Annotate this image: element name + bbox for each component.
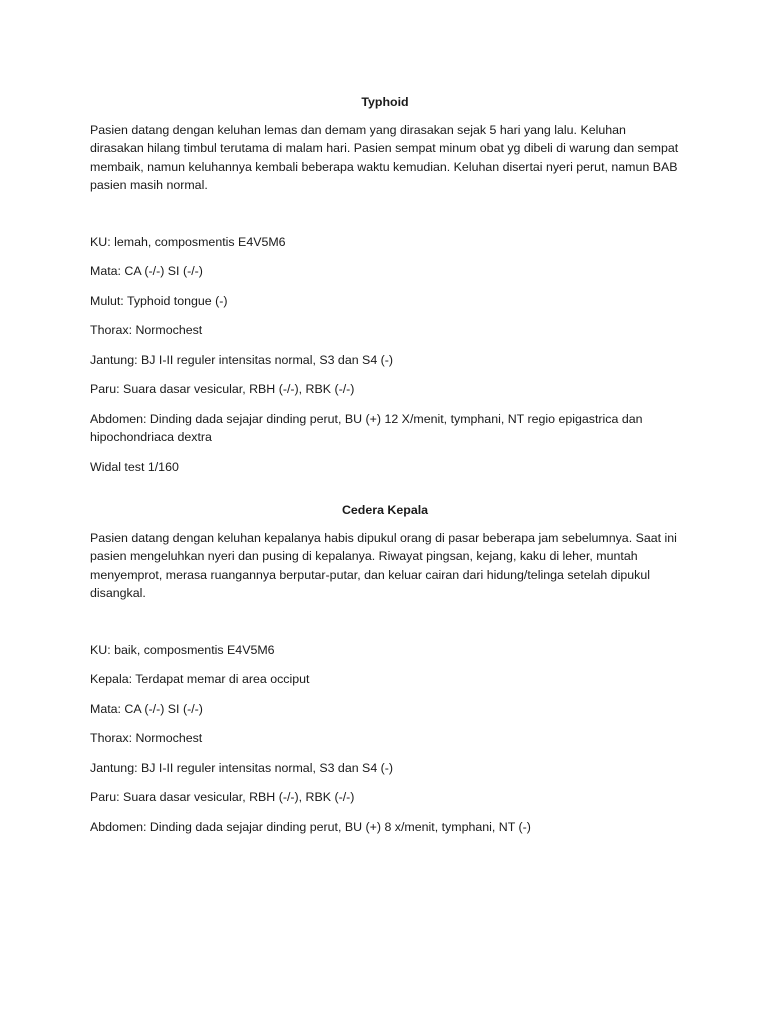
section-cedera-kepala: [90, 501, 680, 836]
document-content: [90, 93, 680, 847]
spacer: [90, 603, 680, 641]
finding-thorax: Thorax: Normochest: [90, 323, 203, 337]
finding-jantung: Jantung: BJ I-II reguler intensitas normal, S3 dan S4 (-): [90, 760, 394, 775]
finding-mata: Mata: CA (-/-) SI (-/-): [90, 701, 203, 716]
spacer: [90, 195, 680, 233]
finding-ku: KU: baik, composmentis E4V5M6: [90, 642, 275, 657]
section-title: Typhoid: [361, 95, 409, 109]
finding-abdomen: Abdomen: Dinding dada sejajar dinding perut, BU (+) 12 X/menit, tymphani, NT regio epigastrica dan hipochondriaca dextra: [90, 411, 643, 444]
finding-mulut: Mulut: Typhoid tongue (-): [90, 293, 228, 308]
finding-jantung: Jantung: BJ I-II reguler intensitas normal, S3 dan S4 (-): [90, 352, 394, 367]
section-typhoid: [90, 93, 680, 476]
finding-kepala: Kepala: Terdapat memar di area occiput: [90, 672, 310, 686]
finding-abdomen: Abdomen: Dinding dada sejajar dinding perut, BU (+) 8 x/menit, tymphani, NT (-): [90, 819, 531, 834]
section-title: Cedera Kepala: [341, 503, 429, 517]
section-paragraph: Pasien datang dengan keluhan lemas dan demam yang dirasakan sejak 5 hari yang lalu. Keluhan dirasakan hilang timbul terutama di malam hari. Pasien sempat minum obat yg dibeli di warung dan sempat membaik, namun keluhannya kembali beberapa waktu kemudian. Keluhan disertai nyeri perut, namun BAB pasien masih normal.: [90, 122, 679, 192]
section-paragraph: Pasien datang dengan keluhan kepalanya habis dipukul orang di pasar beberapa jam sebelumnya. Saat ini pasien mengeluhkan nyeri dan pusing di kepalanya. Riwayat pingsan, kejang, kaku di leher, muntah menyemprot, merasa ruangannya berputar-putar, dan keluar cairan dari hidung/telinga setelah dipukul disangkal.: [90, 530, 677, 600]
finding-ku: KU: lemah, composmentis E4V5M6: [90, 234, 286, 249]
finding-thorax: Thorax: Normochest: [90, 731, 203, 745]
finding-paru: Paru: Suara dasar vesicular, RBH (-/-), RBK (-/-): [90, 790, 355, 804]
finding-mata: Mata: CA (-/-) SI (-/-): [90, 264, 203, 278]
finding-widal: Widal test 1/160: [90, 459, 179, 474]
finding-paru: Paru: Suara dasar vesicular, RBH (-/-), RBK (-/-): [90, 382, 355, 396]
